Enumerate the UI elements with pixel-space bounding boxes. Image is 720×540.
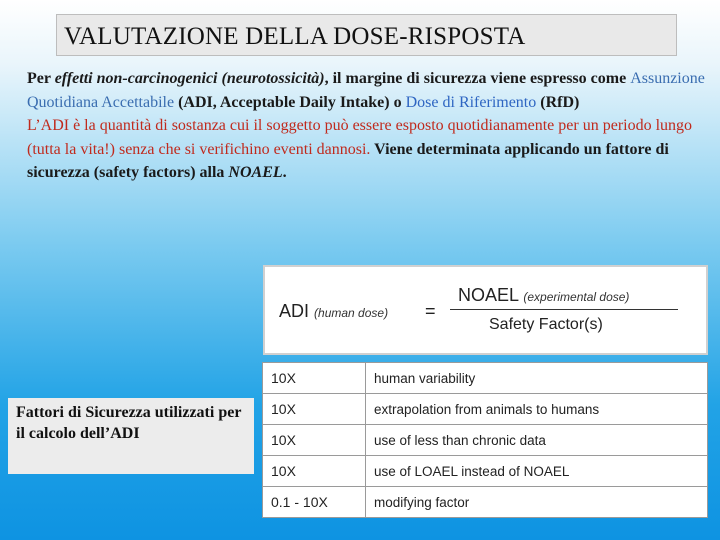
description-cell: extrapolation from animals to humans bbox=[366, 394, 708, 425]
table-row bbox=[263, 487, 708, 518]
formula-adi bbox=[279, 301, 388, 322]
side-label-box bbox=[8, 398, 254, 474]
text-p4: (RfD) bbox=[536, 93, 580, 111]
title-box bbox=[56, 14, 677, 56]
factor-cell: 10X bbox=[263, 363, 366, 394]
body-paragraph bbox=[27, 67, 707, 185]
table-row bbox=[263, 394, 708, 425]
description-cell: use of less than chronic data bbox=[366, 425, 708, 456]
table-row bbox=[263, 363, 708, 394]
formula-denominator: Safety Factor(s) bbox=[489, 316, 603, 333]
side-label: Fattori di Sicurezza utilizzati per il calcolo dell’ADI bbox=[16, 404, 242, 442]
slide-title: VALUTAZIONE DELLA DOSE-RISPOSTA bbox=[64, 23, 526, 50]
formula-equals: = bbox=[425, 301, 436, 321]
text-noael: NOAEL bbox=[228, 164, 283, 181]
formula-adi-note: (human dose) bbox=[314, 306, 389, 320]
table-row bbox=[263, 456, 708, 487]
text-p1: Per bbox=[27, 70, 55, 87]
text-effects: effetti non-carcinogenici (neurotossicità) bbox=[54, 70, 325, 87]
description-cell: use of LOAEL instead of NOAEL bbox=[366, 456, 708, 487]
text-p6: . bbox=[282, 164, 287, 181]
description-cell: modifying factor bbox=[366, 487, 708, 518]
text-p2: , il margine di sicurezza viene espresso come bbox=[324, 70, 631, 87]
factor-cell: 10X bbox=[263, 425, 366, 456]
description-cell: human variability bbox=[366, 363, 708, 394]
formula-adi-label: ADI bbox=[279, 301, 310, 321]
factor-cell: 10X bbox=[263, 394, 366, 425]
formula-noael-label: NOAEL bbox=[458, 285, 519, 305]
safety-factors-table bbox=[262, 362, 708, 518]
table-row bbox=[263, 425, 708, 456]
formula-noael-note: (experimental dose) bbox=[523, 290, 630, 304]
adi-definition: L’ADI è la quantità di sostanza cui il soggetto può essere esposto quotidianamente per un periodo lungo (tutta la vita!) senza che si verifichino eventi dannosi. bbox=[27, 117, 693, 158]
adi-formula bbox=[263, 265, 708, 355]
factor-cell: 0.1 - 10X bbox=[263, 487, 366, 518]
text-p3: (ADI, Acceptable Daily Intake) o bbox=[174, 93, 406, 111]
adi-term: Assunzione Quotidiana Accettabile bbox=[27, 70, 705, 111]
fraction-line bbox=[450, 309, 678, 310]
text-p5: Viene determinata applicando un fattore di sicurezza (safety factors) alla bbox=[27, 140, 669, 181]
factor-cell: 10X bbox=[263, 456, 366, 487]
rfd-term: Dose di Riferimento bbox=[405, 93, 537, 111]
formula-numerator bbox=[458, 285, 629, 306]
